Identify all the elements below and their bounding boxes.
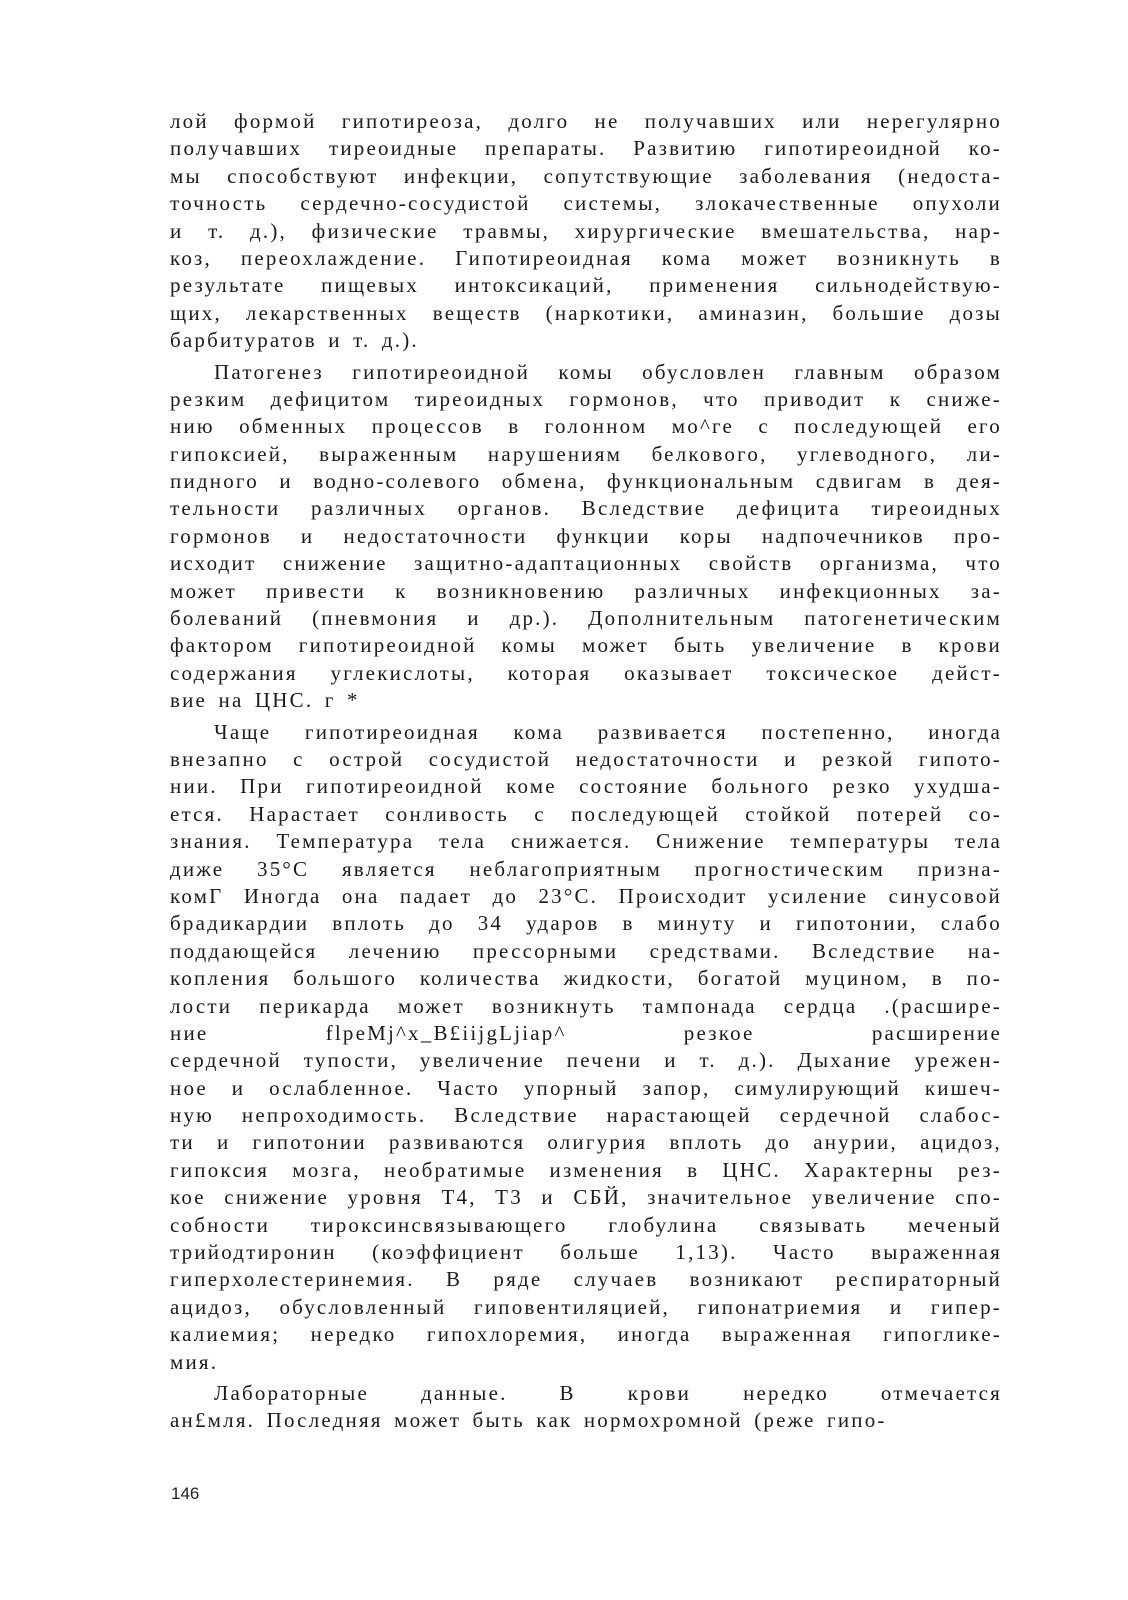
paragraph xyxy=(170,108,1002,355)
text-line: вие на ЦНС. ᴦ * xyxy=(170,688,360,713)
text-line: ти и гипотонии развиваются олигурия вплоть до анурии, ацидоз, xyxy=(170,1130,1002,1155)
text-line: получавших тиреоидные препараты. Развитию гипотиреоидной ко- xyxy=(170,136,1002,161)
text-line: ное и ослабленное. Часто упорный запор, симулирующий кишеч- xyxy=(170,1075,1002,1100)
text-line: внезапно с острой сосудистой недостаточности и резкой гипото- xyxy=(170,746,1002,771)
text-line: пидного и водно-солевого обмена, функциональным сдвигам в дея- xyxy=(170,469,1002,494)
text-line: трийодтиронин (коэффициент больше 1,13). Часто выраженная xyxy=(170,1240,1002,1265)
text-line: ацидоз, обусловленный гиповентиляцией, гипонатриемия и гипер- xyxy=(170,1294,1002,1319)
text-line: болеваний (пневмония и др.). Дополнительным патогенетическим xyxy=(170,606,1002,631)
text-line: копления большого количества жидкости, богатой муцином, в по- xyxy=(170,966,1002,991)
paragraph xyxy=(170,359,1002,715)
text-line: кое снижение уровня Т4, Т3 и СБЙ, значительное увеличение спо- xyxy=(170,1185,1002,1210)
text-line: мия. xyxy=(170,1349,219,1374)
text-line: фактором гипотиреоидной комы может быть увеличение в крови xyxy=(170,633,1002,658)
text-line: тельности различных органов. Вследствие дефицита тиреоидных xyxy=(170,496,1002,521)
text-line: ную непроходимость. Вследствие нарастающей сердечной слабос- xyxy=(170,1103,1002,1128)
text-line: щих, лекарственных веществ (наркотики, аминазин, большие дозы xyxy=(170,300,1002,325)
text-line: коз, переохлаждение. Гипотиреоидная кома может возникнуть в xyxy=(170,245,1002,270)
text-line: калиемия; нередко гипохлоремия, иногда выраженная гипоглике- xyxy=(170,1322,1002,1347)
text-line: исходит снижение защитно-адаптационных свойств организма, что xyxy=(170,551,1002,576)
text-line: мы способствуют инфекции, сопутствующие заболевания (недоста- xyxy=(170,163,1002,188)
text-line: Чаще гипотиреоидная кома развивается постепенно, иногда xyxy=(214,719,1002,744)
paragraph xyxy=(170,1380,1002,1435)
text-line: может привести к возникновению различных инфекционных за- xyxy=(170,578,1002,603)
paragraph xyxy=(170,719,1002,1376)
text-line: нию обменных процессов в голонном мо^ге с последующей его xyxy=(170,414,1002,439)
text-line: гипоксия мозга, необратимые изменения в ЦНС. Характерны рез- xyxy=(170,1157,1002,1182)
body-text xyxy=(170,108,1002,1435)
text-line: гипоксией, выраженным нарушениям белкового, углеводного, ли- xyxy=(170,441,1002,466)
text-line: точность сердечно-сосудистой системы, злокачественные опухоли xyxy=(170,191,1002,216)
text-line: гормонов и недостаточности функции коры надпочечников про- xyxy=(170,523,1002,548)
text-line: ется. Нарастает сонливость с последующей стойкой потерей со- xyxy=(170,801,1002,826)
text-line: лости перикарда может возникнуть тампонада сердца .(расшире- xyxy=(170,993,1002,1018)
text-line: гиперхолестеринемия. В ряде случаев возникают респираторный xyxy=(170,1267,1002,1292)
text-line: нии. При гипотиреоидной коме состояние больного резко ухудша- xyxy=(170,774,1002,799)
text-line: Патогенез гипотиреоидной комы обусловлен главным образом xyxy=(214,359,1002,384)
text-line: комГ Иногда она падает до 23°С. Происходит усиление синусовой xyxy=(170,883,1002,908)
text-line: знания. Температура тела снижается. Снижение температуры тела xyxy=(170,829,1002,854)
text-line: и т. д.), физические травмы, хирургические вмешательства, нар- xyxy=(170,218,1002,243)
text-line: собности тироксинсвязывающего глобулина связывать меченый xyxy=(170,1212,1002,1237)
text-line: Лабораторные данные. В крови нередко отмечается xyxy=(214,1380,1002,1405)
text-line: резким дефицитом тиреоидных гормонов, что приводит к сниже- xyxy=(170,386,1002,411)
text-line: лой формой гипотиреоза, долго не получавших или нерегулярно xyxy=(170,109,1002,133)
page-number: 146 xyxy=(171,1484,200,1503)
text-line: сердечной тупости, увеличение печени и т. д.). Дыхание урежен- xyxy=(170,1048,1002,1073)
text-line: ан£мля. Последняя может быть как нормохромной (реже гипо- xyxy=(170,1408,887,1433)
text-line: содержания углекислоты, которая оказывает токсическое дейст- xyxy=(170,660,1002,685)
text-line: ние flpeMj^x_B£iijgLjiap^ резкое расширение xyxy=(170,1020,1002,1045)
text-line: результате пищевых интоксикаций, применения сильнодействую- xyxy=(170,273,1002,298)
text-line: барбитуратов и т. д.). xyxy=(170,328,419,353)
text-line: брадикардии вплоть до 34 ударов в минуту и гипотонии, слабо xyxy=(170,911,1002,936)
text-line: поддающейся лечению прессорными средствами. Вследствие на- xyxy=(170,938,1002,963)
text-line: диже 35°С является неблагоприятным прогностическим призна- xyxy=(170,856,1002,881)
